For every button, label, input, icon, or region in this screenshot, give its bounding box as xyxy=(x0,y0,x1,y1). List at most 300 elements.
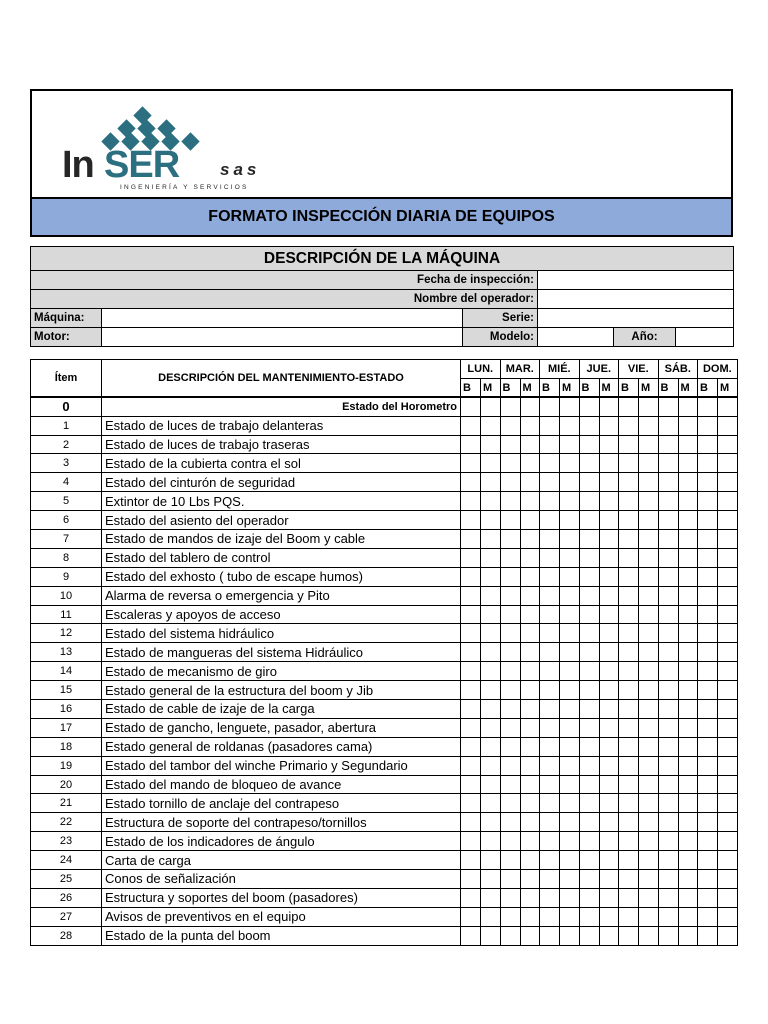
check-cell[interactable] xyxy=(639,567,659,586)
check-cell[interactable] xyxy=(639,700,659,719)
check-cell[interactable] xyxy=(560,416,580,435)
check-cell[interactable] xyxy=(658,681,678,700)
check-cell[interactable] xyxy=(500,794,520,813)
check-cell[interactable] xyxy=(481,454,501,473)
check-cell[interactable] xyxy=(481,700,501,719)
check-cell[interactable] xyxy=(540,870,560,889)
check-cell[interactable] xyxy=(619,756,639,775)
check-cell[interactable] xyxy=(540,624,560,643)
check-cell[interactable] xyxy=(560,530,580,549)
check-cell[interactable] xyxy=(579,681,599,700)
check-cell[interactable] xyxy=(579,605,599,624)
check-cell[interactable] xyxy=(718,397,738,416)
check-cell[interactable] xyxy=(619,492,639,511)
check-cell[interactable] xyxy=(639,530,659,549)
check-cell[interactable] xyxy=(639,756,659,775)
check-cell[interactable] xyxy=(500,624,520,643)
check-cell[interactable] xyxy=(599,624,619,643)
check-cell[interactable] xyxy=(698,567,718,586)
check-cell[interactable] xyxy=(579,454,599,473)
check-cell[interactable] xyxy=(540,586,560,605)
check-cell[interactable] xyxy=(560,832,580,851)
check-cell[interactable] xyxy=(520,643,540,662)
check-cell[interactable] xyxy=(540,416,560,435)
check-cell[interactable] xyxy=(599,492,619,511)
check-cell[interactable] xyxy=(678,511,698,530)
check-cell[interactable] xyxy=(540,718,560,737)
check-cell[interactable] xyxy=(579,718,599,737)
check-cell[interactable] xyxy=(619,813,639,832)
check-cell[interactable] xyxy=(658,530,678,549)
check-cell[interactable] xyxy=(520,756,540,775)
check-cell[interactable] xyxy=(540,681,560,700)
check-cell[interactable] xyxy=(520,888,540,907)
check-cell[interactable] xyxy=(718,624,738,643)
check-cell[interactable] xyxy=(560,492,580,511)
check-cell[interactable] xyxy=(678,586,698,605)
fecha-field[interactable] xyxy=(538,271,734,290)
check-cell[interactable] xyxy=(639,397,659,416)
check-cell[interactable] xyxy=(658,794,678,813)
check-cell[interactable] xyxy=(540,907,560,926)
check-cell[interactable] xyxy=(678,832,698,851)
check-cell[interactable] xyxy=(639,643,659,662)
check-cell[interactable] xyxy=(500,870,520,889)
check-cell[interactable] xyxy=(619,586,639,605)
check-cell[interactable] xyxy=(481,586,501,605)
check-cell[interactable] xyxy=(500,681,520,700)
check-cell[interactable] xyxy=(698,756,718,775)
check-cell[interactable] xyxy=(599,907,619,926)
check-cell[interactable] xyxy=(658,624,678,643)
check-cell[interactable] xyxy=(579,662,599,681)
check-cell[interactable] xyxy=(619,567,639,586)
check-cell[interactable] xyxy=(461,907,481,926)
check-cell[interactable] xyxy=(599,473,619,492)
check-cell[interactable] xyxy=(718,435,738,454)
check-cell[interactable] xyxy=(540,567,560,586)
check-cell[interactable] xyxy=(718,416,738,435)
check-cell[interactable] xyxy=(579,926,599,945)
check-cell[interactable] xyxy=(500,435,520,454)
check-cell[interactable] xyxy=(599,681,619,700)
check-cell[interactable] xyxy=(639,851,659,870)
check-cell[interactable] xyxy=(678,454,698,473)
check-cell[interactable] xyxy=(500,643,520,662)
check-cell[interactable] xyxy=(718,586,738,605)
check-cell[interactable] xyxy=(698,473,718,492)
check-cell[interactable] xyxy=(579,511,599,530)
check-cell[interactable] xyxy=(481,530,501,549)
check-cell[interactable] xyxy=(560,605,580,624)
check-cell[interactable] xyxy=(520,794,540,813)
check-cell[interactable] xyxy=(461,605,481,624)
check-cell[interactable] xyxy=(698,605,718,624)
check-cell[interactable] xyxy=(560,737,580,756)
check-cell[interactable] xyxy=(461,530,481,549)
check-cell[interactable] xyxy=(461,397,481,416)
check-cell[interactable] xyxy=(678,851,698,870)
check-cell[interactable] xyxy=(540,926,560,945)
check-cell[interactable] xyxy=(599,888,619,907)
check-cell[interactable] xyxy=(658,662,678,681)
check-cell[interactable] xyxy=(718,548,738,567)
check-cell[interactable] xyxy=(461,511,481,530)
check-cell[interactable] xyxy=(481,813,501,832)
check-cell[interactable] xyxy=(481,548,501,567)
check-cell[interactable] xyxy=(639,813,659,832)
check-cell[interactable] xyxy=(500,907,520,926)
check-cell[interactable] xyxy=(579,548,599,567)
check-cell[interactable] xyxy=(481,416,501,435)
check-cell[interactable] xyxy=(500,567,520,586)
check-cell[interactable] xyxy=(520,700,540,719)
check-cell[interactable] xyxy=(579,794,599,813)
check-cell[interactable] xyxy=(461,567,481,586)
check-cell[interactable] xyxy=(461,737,481,756)
check-cell[interactable] xyxy=(500,548,520,567)
check-cell[interactable] xyxy=(461,718,481,737)
check-cell[interactable] xyxy=(560,756,580,775)
check-cell[interactable] xyxy=(481,794,501,813)
check-cell[interactable] xyxy=(599,397,619,416)
check-cell[interactable] xyxy=(718,737,738,756)
check-cell[interactable] xyxy=(599,605,619,624)
check-cell[interactable] xyxy=(520,435,540,454)
check-cell[interactable] xyxy=(619,718,639,737)
check-cell[interactable] xyxy=(599,870,619,889)
check-cell[interactable] xyxy=(658,397,678,416)
check-cell[interactable] xyxy=(678,888,698,907)
check-cell[interactable] xyxy=(520,530,540,549)
check-cell[interactable] xyxy=(658,851,678,870)
check-cell[interactable] xyxy=(599,756,619,775)
check-cell[interactable] xyxy=(698,700,718,719)
check-cell[interactable] xyxy=(619,624,639,643)
check-cell[interactable] xyxy=(520,548,540,567)
check-cell[interactable] xyxy=(599,813,619,832)
check-cell[interactable] xyxy=(658,511,678,530)
check-cell[interactable] xyxy=(481,567,501,586)
check-cell[interactable] xyxy=(599,548,619,567)
check-cell[interactable] xyxy=(599,851,619,870)
check-cell[interactable] xyxy=(658,832,678,851)
check-cell[interactable] xyxy=(500,718,520,737)
check-cell[interactable] xyxy=(678,926,698,945)
check-cell[interactable] xyxy=(599,416,619,435)
check-cell[interactable] xyxy=(579,813,599,832)
check-cell[interactable] xyxy=(599,832,619,851)
check-cell[interactable] xyxy=(520,662,540,681)
check-cell[interactable] xyxy=(718,700,738,719)
check-cell[interactable] xyxy=(500,605,520,624)
check-cell[interactable] xyxy=(658,548,678,567)
check-cell[interactable] xyxy=(579,586,599,605)
check-cell[interactable] xyxy=(461,548,481,567)
check-cell[interactable] xyxy=(560,681,580,700)
check-cell[interactable] xyxy=(520,567,540,586)
check-cell[interactable] xyxy=(500,851,520,870)
check-cell[interactable] xyxy=(599,794,619,813)
check-cell[interactable] xyxy=(461,870,481,889)
check-cell[interactable] xyxy=(500,813,520,832)
check-cell[interactable] xyxy=(540,888,560,907)
check-cell[interactable] xyxy=(560,397,580,416)
check-cell[interactable] xyxy=(520,473,540,492)
check-cell[interactable] xyxy=(500,775,520,794)
check-cell[interactable] xyxy=(540,813,560,832)
check-cell[interactable] xyxy=(500,530,520,549)
check-cell[interactable] xyxy=(619,435,639,454)
check-cell[interactable] xyxy=(698,737,718,756)
check-cell[interactable] xyxy=(599,926,619,945)
check-cell[interactable] xyxy=(718,454,738,473)
check-cell[interactable] xyxy=(461,832,481,851)
check-cell[interactable] xyxy=(678,662,698,681)
check-cell[interactable] xyxy=(540,794,560,813)
check-cell[interactable] xyxy=(461,586,481,605)
check-cell[interactable] xyxy=(560,454,580,473)
check-cell[interactable] xyxy=(520,718,540,737)
check-cell[interactable] xyxy=(718,567,738,586)
check-cell[interactable] xyxy=(619,851,639,870)
check-cell[interactable] xyxy=(658,756,678,775)
check-cell[interactable] xyxy=(639,907,659,926)
check-cell[interactable] xyxy=(619,416,639,435)
check-cell[interactable] xyxy=(520,832,540,851)
check-cell[interactable] xyxy=(560,926,580,945)
check-cell[interactable] xyxy=(579,888,599,907)
check-cell[interactable] xyxy=(520,681,540,700)
check-cell[interactable] xyxy=(639,416,659,435)
check-cell[interactable] xyxy=(718,756,738,775)
check-cell[interactable] xyxy=(560,567,580,586)
check-cell[interactable] xyxy=(500,492,520,511)
check-cell[interactable] xyxy=(461,454,481,473)
anio-field[interactable] xyxy=(676,328,734,347)
check-cell[interactable] xyxy=(639,492,659,511)
check-cell[interactable] xyxy=(678,794,698,813)
check-cell[interactable] xyxy=(678,473,698,492)
check-cell[interactable] xyxy=(639,888,659,907)
check-cell[interactable] xyxy=(481,775,501,794)
check-cell[interactable] xyxy=(461,888,481,907)
check-cell[interactable] xyxy=(658,926,678,945)
check-cell[interactable] xyxy=(560,473,580,492)
check-cell[interactable] xyxy=(540,492,560,511)
check-cell[interactable] xyxy=(560,511,580,530)
check-cell[interactable] xyxy=(481,605,501,624)
check-cell[interactable] xyxy=(579,851,599,870)
check-cell[interactable] xyxy=(481,624,501,643)
check-cell[interactable] xyxy=(639,605,659,624)
check-cell[interactable] xyxy=(698,681,718,700)
check-cell[interactable] xyxy=(678,416,698,435)
check-cell[interactable] xyxy=(639,548,659,567)
check-cell[interactable] xyxy=(658,567,678,586)
check-cell[interactable] xyxy=(579,870,599,889)
check-cell[interactable] xyxy=(520,454,540,473)
check-cell[interactable] xyxy=(579,775,599,794)
check-cell[interactable] xyxy=(500,832,520,851)
check-cell[interactable] xyxy=(599,567,619,586)
check-cell[interactable] xyxy=(619,662,639,681)
check-cell[interactable] xyxy=(481,832,501,851)
check-cell[interactable] xyxy=(599,435,619,454)
check-cell[interactable] xyxy=(560,907,580,926)
check-cell[interactable] xyxy=(698,397,718,416)
check-cell[interactable] xyxy=(639,454,659,473)
check-cell[interactable] xyxy=(579,643,599,662)
check-cell[interactable] xyxy=(579,832,599,851)
check-cell[interactable] xyxy=(678,737,698,756)
check-cell[interactable] xyxy=(658,907,678,926)
check-cell[interactable] xyxy=(560,813,580,832)
check-cell[interactable] xyxy=(560,548,580,567)
check-cell[interactable] xyxy=(639,681,659,700)
check-cell[interactable] xyxy=(560,718,580,737)
check-cell[interactable] xyxy=(718,643,738,662)
check-cell[interactable] xyxy=(658,586,678,605)
check-cell[interactable] xyxy=(718,907,738,926)
check-cell[interactable] xyxy=(540,473,560,492)
check-cell[interactable] xyxy=(678,548,698,567)
check-cell[interactable] xyxy=(520,813,540,832)
check-cell[interactable] xyxy=(698,832,718,851)
check-cell[interactable] xyxy=(540,756,560,775)
check-cell[interactable] xyxy=(579,530,599,549)
check-cell[interactable] xyxy=(718,492,738,511)
check-cell[interactable] xyxy=(520,511,540,530)
check-cell[interactable] xyxy=(461,926,481,945)
check-cell[interactable] xyxy=(619,907,639,926)
check-cell[interactable] xyxy=(639,718,659,737)
check-cell[interactable] xyxy=(500,737,520,756)
check-cell[interactable] xyxy=(540,662,560,681)
check-cell[interactable] xyxy=(481,718,501,737)
check-cell[interactable] xyxy=(619,643,639,662)
check-cell[interactable] xyxy=(481,870,501,889)
check-cell[interactable] xyxy=(718,851,738,870)
check-cell[interactable] xyxy=(461,416,481,435)
check-cell[interactable] xyxy=(579,756,599,775)
check-cell[interactable] xyxy=(658,643,678,662)
check-cell[interactable] xyxy=(481,737,501,756)
check-cell[interactable] xyxy=(599,643,619,662)
check-cell[interactable] xyxy=(678,775,698,794)
check-cell[interactable] xyxy=(658,473,678,492)
check-cell[interactable] xyxy=(718,888,738,907)
check-cell[interactable] xyxy=(540,775,560,794)
check-cell[interactable] xyxy=(678,700,698,719)
check-cell[interactable] xyxy=(599,718,619,737)
check-cell[interactable] xyxy=(678,718,698,737)
check-cell[interactable] xyxy=(540,530,560,549)
check-cell[interactable] xyxy=(560,662,580,681)
check-cell[interactable] xyxy=(658,416,678,435)
check-cell[interactable] xyxy=(560,851,580,870)
check-cell[interactable] xyxy=(619,737,639,756)
check-cell[interactable] xyxy=(599,454,619,473)
check-cell[interactable] xyxy=(619,794,639,813)
check-cell[interactable] xyxy=(540,737,560,756)
check-cell[interactable] xyxy=(658,888,678,907)
check-cell[interactable] xyxy=(461,794,481,813)
check-cell[interactable] xyxy=(520,775,540,794)
modelo-field[interactable] xyxy=(538,328,614,347)
check-cell[interactable] xyxy=(658,492,678,511)
operador-field[interactable] xyxy=(538,290,734,309)
check-cell[interactable] xyxy=(639,775,659,794)
check-cell[interactable] xyxy=(599,700,619,719)
check-cell[interactable] xyxy=(579,435,599,454)
check-cell[interactable] xyxy=(698,511,718,530)
check-cell[interactable] xyxy=(500,662,520,681)
check-cell[interactable] xyxy=(540,643,560,662)
check-cell[interactable] xyxy=(658,718,678,737)
check-cell[interactable] xyxy=(579,492,599,511)
check-cell[interactable] xyxy=(718,794,738,813)
check-cell[interactable] xyxy=(718,473,738,492)
check-cell[interactable] xyxy=(560,700,580,719)
check-cell[interactable] xyxy=(540,511,560,530)
check-cell[interactable] xyxy=(698,586,718,605)
check-cell[interactable] xyxy=(461,643,481,662)
check-cell[interactable] xyxy=(500,888,520,907)
check-cell[interactable] xyxy=(619,832,639,851)
check-cell[interactable] xyxy=(639,473,659,492)
check-cell[interactable] xyxy=(520,870,540,889)
check-cell[interactable] xyxy=(698,813,718,832)
check-cell[interactable] xyxy=(658,870,678,889)
check-cell[interactable] xyxy=(461,775,481,794)
check-cell[interactable] xyxy=(619,888,639,907)
check-cell[interactable] xyxy=(718,813,738,832)
check-cell[interactable] xyxy=(698,870,718,889)
check-cell[interactable] xyxy=(658,700,678,719)
check-cell[interactable] xyxy=(619,775,639,794)
check-cell[interactable] xyxy=(461,756,481,775)
check-cell[interactable] xyxy=(698,775,718,794)
check-cell[interactable] xyxy=(678,530,698,549)
check-cell[interactable] xyxy=(658,605,678,624)
check-cell[interactable] xyxy=(678,813,698,832)
check-cell[interactable] xyxy=(678,756,698,775)
check-cell[interactable] xyxy=(639,870,659,889)
check-cell[interactable] xyxy=(579,567,599,586)
check-cell[interactable] xyxy=(560,870,580,889)
check-cell[interactable] xyxy=(500,473,520,492)
check-cell[interactable] xyxy=(520,851,540,870)
check-cell[interactable] xyxy=(619,548,639,567)
check-cell[interactable] xyxy=(698,530,718,549)
check-cell[interactable] xyxy=(520,907,540,926)
check-cell[interactable] xyxy=(678,643,698,662)
check-cell[interactable] xyxy=(540,548,560,567)
check-cell[interactable] xyxy=(619,681,639,700)
check-cell[interactable] xyxy=(520,397,540,416)
check-cell[interactable] xyxy=(698,662,718,681)
check-cell[interactable] xyxy=(520,586,540,605)
check-cell[interactable] xyxy=(619,397,639,416)
check-cell[interactable] xyxy=(619,473,639,492)
check-cell[interactable] xyxy=(698,454,718,473)
check-cell[interactable] xyxy=(619,870,639,889)
maquina-field[interactable] xyxy=(102,309,463,328)
check-cell[interactable] xyxy=(698,794,718,813)
check-cell[interactable] xyxy=(619,530,639,549)
check-cell[interactable] xyxy=(678,567,698,586)
